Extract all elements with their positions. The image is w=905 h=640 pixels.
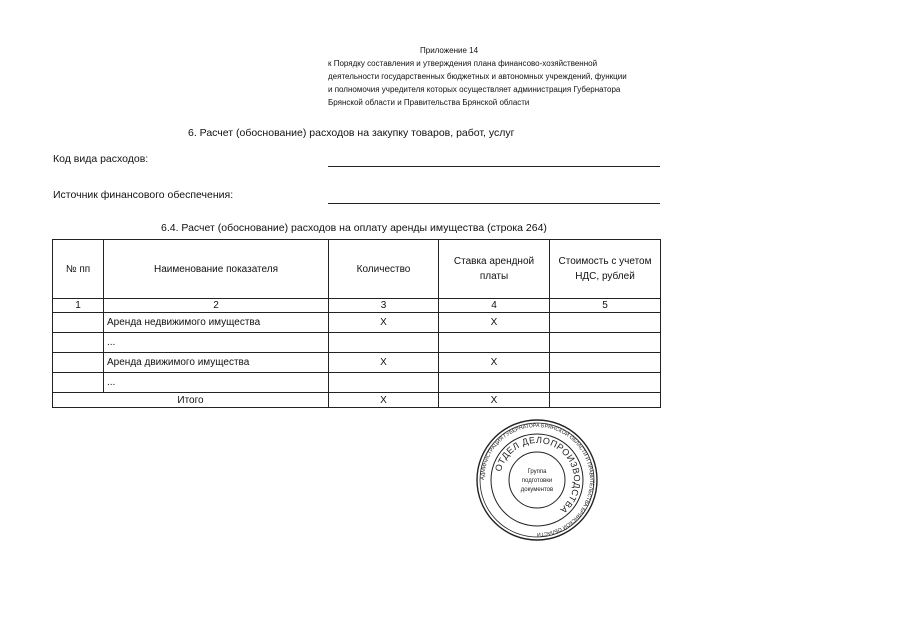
column-number: 1 [53, 299, 104, 313]
annex-line: Брянской области и Правительства Брянской области [328, 98, 530, 107]
row-number [53, 353, 104, 373]
row-cost [550, 313, 661, 333]
table-row [53, 353, 661, 373]
funding-source-label: Источник финансового обеспечения: [53, 189, 234, 201]
annex-line: к Порядку составления и утверждения плана финансово-хозяйственной [328, 59, 598, 68]
row-rate: X [439, 353, 550, 373]
row-rate [439, 333, 550, 353]
total-rate: X [439, 393, 550, 408]
row-number [53, 333, 104, 353]
row-name: ... [104, 373, 329, 393]
stamp-center-line: Группа [527, 469, 547, 475]
stamp-center-line: документов [520, 487, 554, 493]
row-name: Аренда движимого имущества [104, 353, 329, 373]
row-qty: X [329, 353, 439, 373]
row-cost [550, 333, 661, 353]
column-number: 4 [439, 299, 550, 313]
funding-source-line [328, 203, 660, 204]
total-label: Итого [53, 393, 329, 408]
row-number [53, 313, 104, 333]
annex-line: деятельности государственных бюджетных и автономных учреждений, функции [328, 72, 627, 81]
row-rate [439, 373, 550, 393]
stamp-center-line: подготовки [521, 478, 553, 484]
row-qty: X [329, 313, 439, 333]
column-number: 5 [550, 299, 661, 313]
column-number-row [53, 299, 661, 313]
stamp-ring-text: ОТДЕЛ ДЕЛОПРОИЗВОДСТВА [493, 434, 583, 516]
row-number [53, 373, 104, 393]
column-number: 2 [104, 299, 329, 313]
header-cell: Стоимость с учетом НДС, рублей [550, 240, 661, 299]
expense-code-label: Код вида расходов: [53, 153, 149, 165]
table-header-row [53, 240, 661, 299]
total-row [53, 393, 661, 408]
header-cell: Наименование показателя [104, 240, 329, 299]
annex-title: Приложение 14 [420, 46, 479, 55]
table-title: 6.4. Расчет (обоснование) расходов на оплату аренды имущества (строка 264) [161, 222, 547, 234]
column-number: 3 [329, 299, 439, 313]
header-cell: Количество [329, 240, 439, 299]
table-row [53, 313, 661, 333]
office-stamp [475, 418, 599, 542]
header-cell: Ставка арендной платы [439, 240, 550, 299]
header-cell: № пп [53, 240, 104, 299]
section-title: 6. Расчет (обоснование) расходов на закупку товаров, работ, услуг [188, 127, 515, 139]
rent-calculation-table [52, 239, 661, 408]
total-qty: X [329, 393, 439, 408]
row-cost [550, 353, 661, 373]
row-name: ... [104, 333, 329, 353]
total-cost [550, 393, 661, 408]
expense-code-line [328, 166, 660, 167]
table-row [53, 333, 661, 353]
row-qty [329, 373, 439, 393]
stamp-outer-text: АДМИНИСТРАЦИЯ ГУБЕРНАТОРА БРЯНСКОЙ ОБЛАСТИ И ПРАВИТЕЛЬСТВА БРЯНСКОЙ ОБЛАСТИ [479, 422, 595, 538]
row-rate: X [439, 313, 550, 333]
table-row [53, 373, 661, 393]
row-cost [550, 373, 661, 393]
annex-line: и полномочия учредителя которых осуществляет администрация Губернатора [328, 85, 621, 94]
row-qty [329, 333, 439, 353]
annex-header [328, 44, 688, 109]
row-name: Аренда недвижимого имущества [104, 313, 329, 333]
